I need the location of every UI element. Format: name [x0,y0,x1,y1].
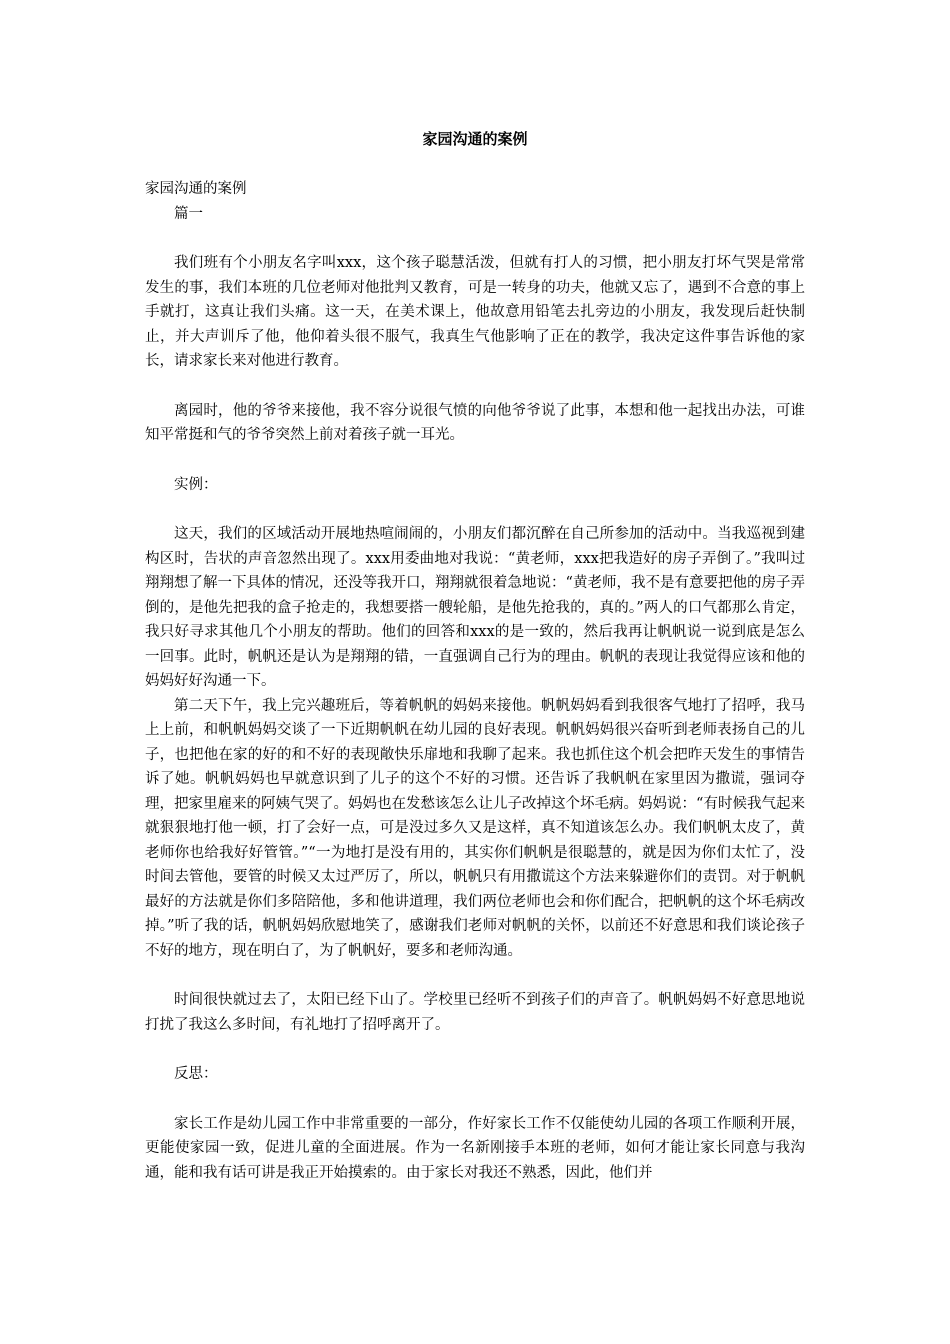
spacer [145,963,805,988]
paragraph-3: 这天，我们的区域活动开展地热喧闹闹的，小朋友们都沉醉在自己所参加的活动中。当我巡视到建构区时，告状的声音忽然出现了。xxx用委曲地对我说：“黄老师，xxx把我造好的房子弄倒了。”我叫过翔翔想了解一下具体的情况，还没等我开口，翔翔就很着急地说：“黄老师，我不是有意要把他的房子弄倒的，是他先把我的盒子抢走的，我想要搭一艘轮船，是他先抢我的，真的。”两人的口气都那么肯定，我只好寻求其他几个小朋友的帮助。他们的回答和xxx的是一致的，然后我再让帆帆说一说到底是怎么一回事。此时，帆帆还是认为是翔翔的错，一直强调自己行为的理由。帆帆的表现让我觉得应该和他的妈妈好好沟通一下。 [145,526,805,689]
document-body [145,177,805,1185]
document-subtitle: 家园沟通的案例 [145,181,247,197]
spacer [145,374,805,399]
part-label: 篇一 [174,205,203,222]
paragraph-5: 时间很快就过去了，太阳已经下山了。学校里已经听不到孩子们的声音了。帆帆妈妈不好意思地说打扰了我这么多时间，有礼地打了招呼离开了。 [145,992,805,1033]
paragraph-4: 第二天下午，我上完兴趣班后，等着帆帆的妈妈来接他。帆帆妈妈看到我很客气地打了招呼，我马上上前，和帆帆妈妈交谈了一下近期帆帆在幼儿园的良好表现。帆帆妈妈很兴奋听到老师表扬自己的儿子，也把他在家的好的和不好的表现敞快乐扉地和我聊了起来。我也抓住这个机会把昨天发生的事情告诉了她。帆帆妈妈也早就意识到了儿子的这个不好的习惯。还告诉了我帆帆在家里因为撒谎，强词夺理，把家里雇来的阿姨气哭了。妈妈也在发愁该怎么让儿子改掉这个坏毛病。妈妈说：“有时候我气起来就狠狠地打他一顿，打了会好一点，可是没过多久又是这样，真不知道该怎么办。我们帆帆太皮了，黄老师你也给我好好管管。”“一为地打是没有用的，其实你们帆帆是很聪慧的，就是因为你们太忙了，没时间去管他，要管的时候又太过严厉了，所以，帆帆只有用撒谎这个方法来躲避你们的责罚。对于帆帆最好的方法就是你们多陪陪他，多和他讲道理，我们两位老师也会和你们配合，把帆帆的这个坏毛病改掉。”听了我的话，帆帆妈妈欣慰地笑了，感谢我们老师对帆帆的关怀，以前还不好意思和我们谈论孩子不好的地方，现在明白了，为了帆帆好，要多和老师沟通。 [145,697,805,959]
spacer [145,1037,805,1062]
spacer [145,497,805,522]
spacer [145,226,805,251]
document-title: 家园沟通的案例 [422,130,528,148]
spacer [145,448,805,473]
paragraph-1: 我们班有个小朋友名字叫xxx，这个孩子聪慧活泼，但就有打人的习惯，把小朋友打坏气哭是常常发生的事，我们本班的几位老师对他批判又教育，可是一转身的功夫，他就又忘了，遇到不合意的事上手就打，这真让我们头痛。这一天，在美术课上，他故意用铅笔去扎旁边的小朋友，我发现后赶快制止，并大声训斥了他，他仰着头很不服气，我真生气他影响了正在的教学，我决定这件事告诉他的家长，请求家长来对他进行教育。 [145,255,805,369]
reflection-label: 反思： [174,1066,218,1082]
paragraph-2: 离园时，他的爷爷来接他，我不容分说很气愤的向他爷爷说了此事，本想和他一起找出办法，可谁知平常挺和气的爷爷突然上前对着孩子就一耳光。 [145,402,805,443]
example-label: 实例： [174,476,218,493]
paragraph-6: 家长工作是幼儿园工作中非常重要的一部分，作好家长工作不仅能使幼儿园的各项工作顺利开展，更能使家园一致，促进儿童的全面进展。作为一名新刚接手本班的老师，如何才能让家长同意与我沟通，能和我有话可讲是我正开始摸索的。由于家长对我还不熟悉，因此，他们并 [145,1115,805,1181]
spacer [145,1087,805,1112]
